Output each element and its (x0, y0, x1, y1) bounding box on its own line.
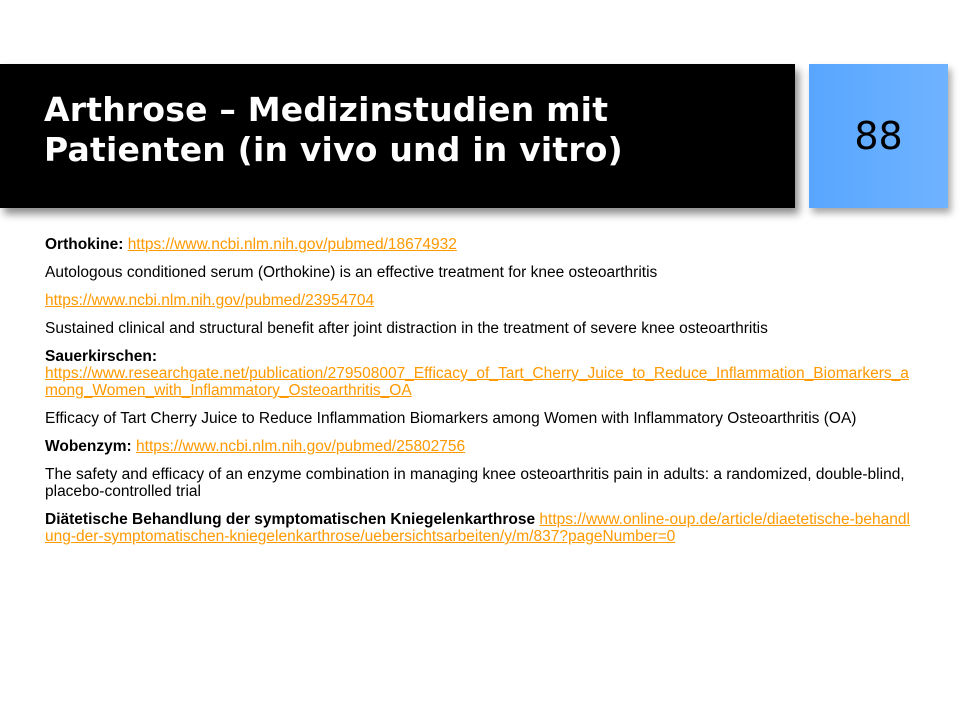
slide-title-line2: Patienten (in vivo und in vitro) (44, 130, 623, 169)
entry-distraction (45, 292, 913, 309)
page-number: 88 (854, 114, 903, 158)
wobenzym-description: The safety and efficacy of an enzyme combination in managing knee osteoarthritis pain in adults: a randomized, double-blind, placebo-controlled trial (45, 466, 905, 500)
entry-diet (45, 511, 913, 545)
distraction-link[interactable]: https://www.ncbi.nlm.nih.gov/pubmed/23954704 (45, 292, 375, 309)
orthokine-description: Autologous conditioned serum (Orthokine) is an effective treatment for knee osteoarthritis (45, 264, 658, 281)
cherry-link[interactable]: https://www.researchgate.net/publication/279508007_Efficacy_of_Tart_Cherry_Juice_to_Reduce_Inflammation_Biomarkers_among_Women_with_Inflammatory_Osteoarthritis_OA (45, 365, 909, 399)
wobenzym-label: Wobenzym: (45, 438, 132, 455)
distraction-description: Sustained clinical and structural benefit after joint distraction in the treatment of severe knee osteoarthritis (45, 320, 768, 337)
slide-title-line1: Arthrose – Medizinstudien mit (44, 90, 609, 129)
wobenzym-link[interactable]: https://www.ncbi.nlm.nih.gov/pubmed/25802756 (136, 438, 466, 455)
cherry-description: Efficacy of Tart Cherry Juice to Reduce Inflammation Biomarkers among Women with Inflammatory Osteoarthritis (OA) (45, 410, 857, 427)
entry-cherry (45, 348, 913, 399)
slide-title (44, 90, 784, 170)
orthokine-label: Orthokine: (45, 236, 124, 253)
page-number-box (809, 64, 948, 208)
slide-content (45, 236, 913, 556)
diet-label: Diätetische Behandlung der symptomatischen Kniegelenkarthrose (45, 511, 536, 528)
cherry-label: Sauerkirschen: (45, 348, 157, 365)
orthokine-link[interactable]: https://www.ncbi.nlm.nih.gov/pubmed/18674932 (127, 236, 457, 253)
entry-wobenzym (45, 438, 913, 455)
diet-link[interactable]: https://www.online-oup.de/article/diaetetische-behandlung-der-symptomatischen-kniegelenkarthrose/uebersichtsarbeiten/y/m/837?pageNumber=0 (45, 511, 910, 545)
entry-orthokine (45, 236, 913, 253)
